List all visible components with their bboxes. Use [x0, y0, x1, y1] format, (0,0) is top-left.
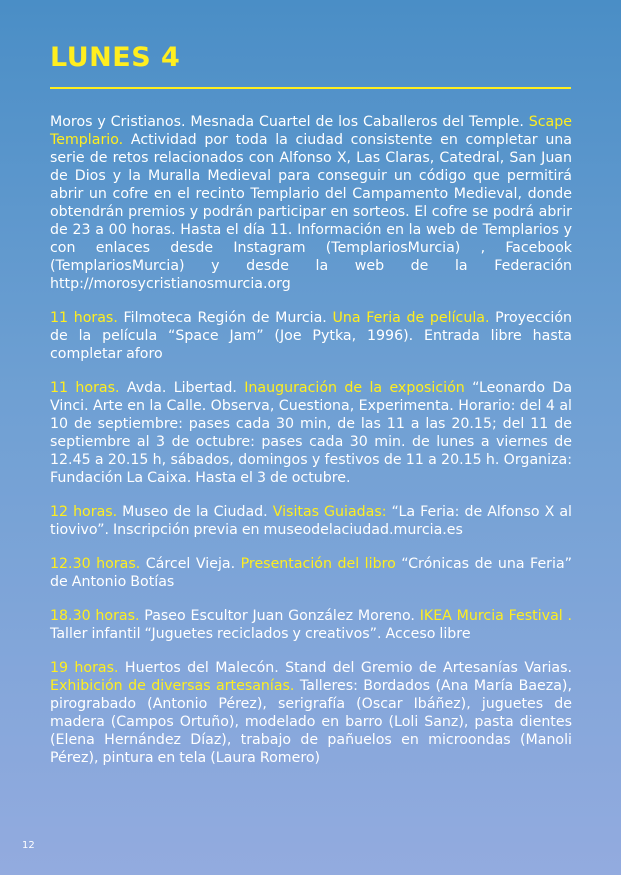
- page-title: LUNES 4: [50, 42, 181, 73]
- event-text: Moros y Cristianos. Mesnada Cuartel de los Caballeros del Temple.: [50, 114, 529, 130]
- event-text: Museo de la Ciudad.: [117, 504, 273, 520]
- event-text: “Leonardo Da Vinci. Arte en la Calle. Observa, Cuestiona, Experimenta. Horario: del 4 al 10 de septiembre: pases cada 30 min, de las 11 a las 20.15; del 11 de septiembre al 3 de octubre: pases cada 30 min. de lunes a viernes de 12.45 a 20.15 h, sábados, domingos y festivos de 11 a 20.15 h. Organiza: Fundación La Caixa. Hasta el 3 de octubre.: [50, 380, 573, 486]
- event-highlight: Exhibición de diversas artesanías.: [50, 678, 295, 694]
- event-entry: [50, 607, 572, 643]
- event-text: Paseo Escultor Juan González Moreno.: [139, 608, 420, 624]
- event-text: “Crónicas de una Feria” de Antonio Botías: [50, 556, 572, 590]
- event-highlight: 11 horas.: [50, 380, 120, 396]
- event-highlight: Presentación del libro: [240, 556, 396, 572]
- event-entry: [50, 659, 572, 767]
- event-text: Talleres: Bordados (Ana María Baeza), pirograbado (Antonio Pérez), serigrafía (Oscar Ibáñez), juguetes de madera (Campos Ortuño), modelado en barro (Loli Sanz), pasta dientes (Elena Hernández Díaz), trabajo de pañuelos en microondas (Manoli Pérez), pintura en tela (Laura Romero): [50, 678, 572, 766]
- title-divider: [50, 87, 571, 89]
- event-highlight: Scape Templario.: [50, 114, 572, 148]
- event-text: Taller infantil “Juguetes reciclados y creativos”. Acceso libre: [50, 626, 471, 642]
- event-entry: [50, 379, 572, 487]
- event-text: Huertos del Malecón. Stand del Gremio de Artesanías Varias.: [118, 660, 572, 676]
- event-highlight: Visitas Guiadas:: [272, 504, 387, 520]
- event-text: Avda. Libertad.: [119, 380, 245, 396]
- event-text: Filmoteca Región de Murcia.: [117, 310, 333, 326]
- event-entry: [50, 113, 572, 293]
- event-highlight: Una Feria de película.: [332, 310, 490, 326]
- event-list: [50, 113, 572, 783]
- event-text: Actividad por toda la ciudad consistente en completar una serie de retos relacionados con Alfonso X, Las Claras, Catedral, San Juan de Dios y la Muralla Medieval para conseguir un código que permitirá abrir un cofre en el recinto Templario del Campamento Medieval, donde obtendrán premios y podrán participar en sorteos. El cofre se podrá abrir de 23 a 00 horas. Hasta el día 11. Información en la web de Templarios y con enlaces desde Instagram (TemplariosMurcia) , Facebook (TemplariosMurcia) y desde la web de la Federación http://morosycristianosmurcia.org: [50, 132, 572, 292]
- event-entry: [50, 309, 572, 363]
- event-entry: [50, 503, 572, 539]
- event-text: Proyección de la película “Space Jam” (Joe Pytka, 1996). Entrada libre hasta completar aforo: [50, 310, 572, 362]
- event-highlight: Inauguración de la exposición: [244, 380, 465, 396]
- event-highlight: 12.30 horas.: [50, 556, 141, 572]
- page-number: 12: [22, 840, 35, 851]
- event-highlight: 11 horas.: [50, 310, 118, 326]
- event-entry: [50, 555, 572, 591]
- event-highlight: 19 horas.: [50, 660, 119, 676]
- event-highlight: 18.30 horas.: [50, 608, 140, 624]
- event-highlight: 12 horas.: [50, 504, 118, 520]
- event-highlight: IKEA Murcia Festival .: [419, 608, 573, 624]
- event-text: “La Feria: de Alfonso X al tiovivo”. Inscripción previa en museodelaciudad.murcia.es: [50, 504, 572, 538]
- event-text: Cárcel Vieja.: [140, 556, 241, 572]
